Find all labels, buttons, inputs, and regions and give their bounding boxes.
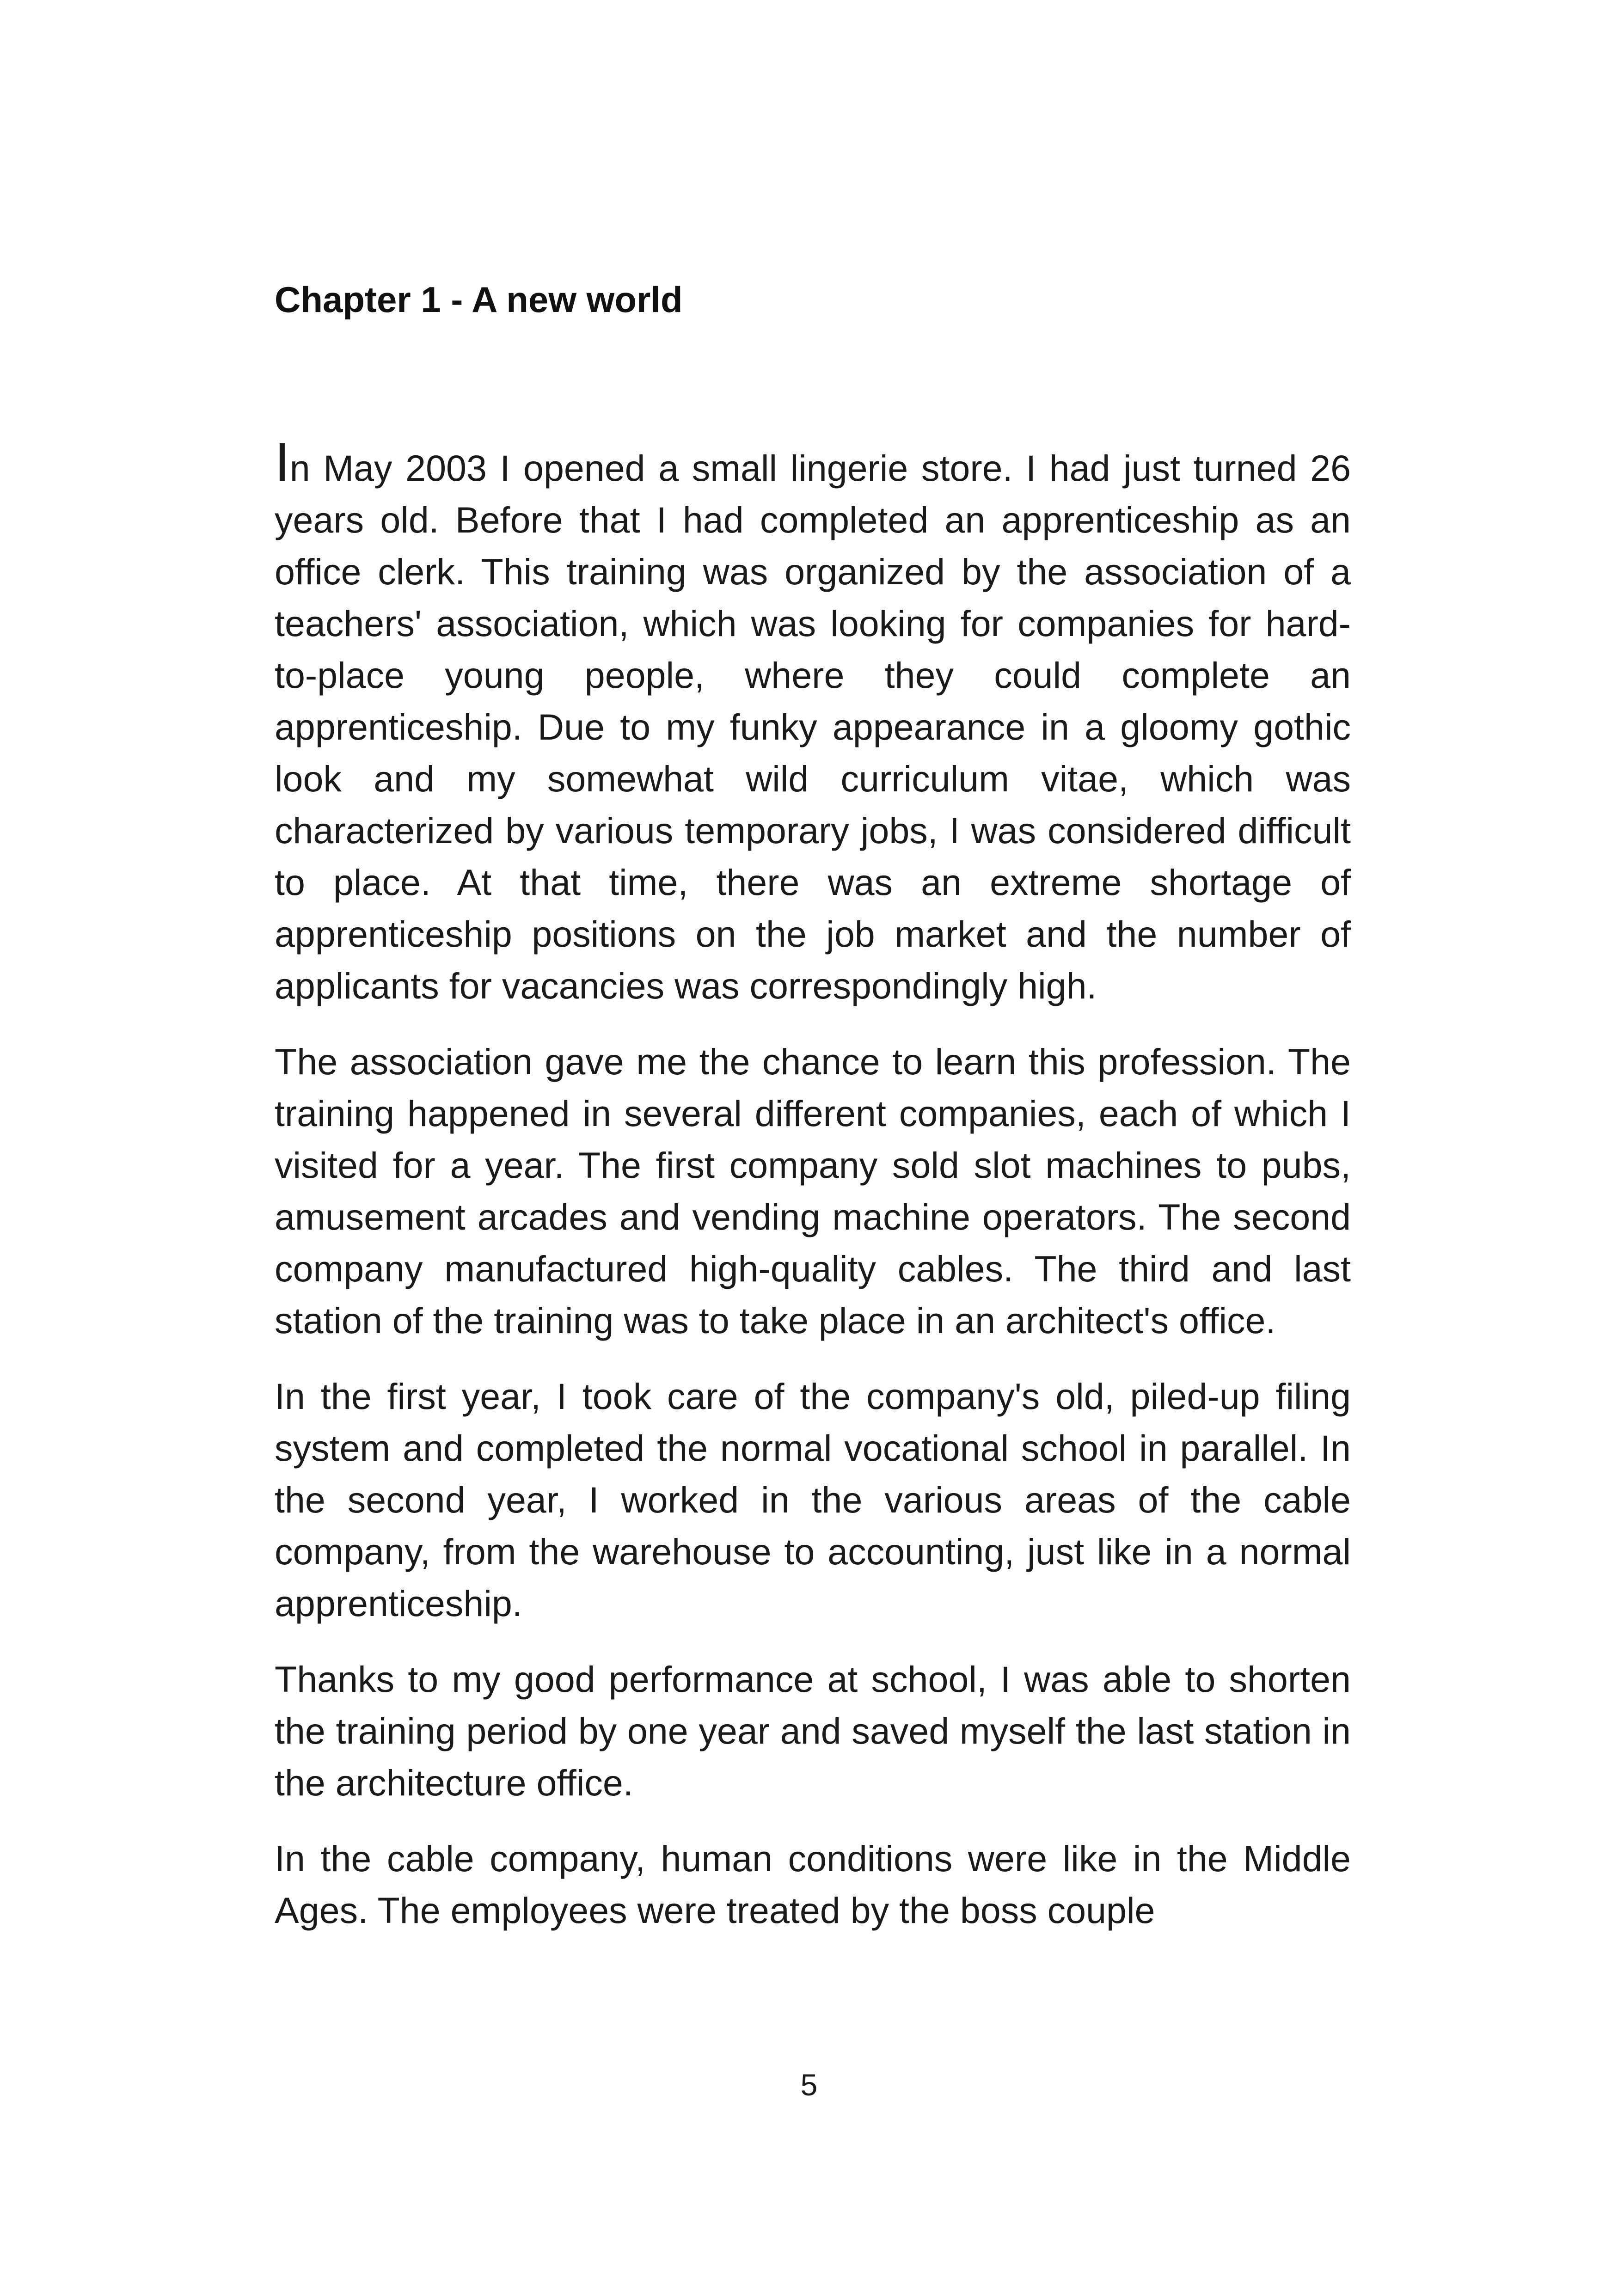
drop-initial: I: [275, 432, 290, 493]
chapter-body: [275, 432, 1351, 1960]
paragraph-1: [275, 432, 1351, 1012]
chapter-title: Chapter 1 - A new world: [275, 279, 683, 320]
paragraph-5: In the cable company, human conditions were like in the Middle Ages. The employees were treated by the boss couple: [275, 1838, 1351, 1931]
page-number: 5: [800, 2068, 818, 2102]
paragraph-3: In the first year, I took care of the company's old, piled-up filing system and completed the normal vocational school in parallel. In the second year, I worked in the various areas of the cable company, from the warehouse to accounting, just like in a normal apprenticeship.: [275, 1376, 1351, 1624]
paragraph-4: Thanks to my good performance at school, I was able to shorten the training period by one year and saved myself the last station in the architecture office.: [275, 1659, 1351, 1803]
paragraph-1-text: n May 2003 I opened a small lingerie store. I had just turned 26 years old. Before that I had completed an apprenticeship as an office clerk. This training was organized by the association of a teachers' association, which was looking for companies for hard-to-place young people, where they could complete an apprenticeship. Due to my funky appearance in a gloomy gothic look and my somewhat wild curriculum vitae, which was characterized by various temporary jobs, I was considered difficult to place. At that time, there was an extreme shortage of apprenticeship positions on the job market and the number of applicants for vacancies was correspondingly high.: [275, 447, 1351, 1006]
paragraph-2: The association gave me the chance to learn this profession. The training happened in several different companies, each of which I visited for a year. The first company sold slot machines to pubs, amusement arcades and vending machine operators. The second company manufactured high-quality cables. The third and last station of the training was to take place in an architect's office.: [275, 1041, 1351, 1341]
